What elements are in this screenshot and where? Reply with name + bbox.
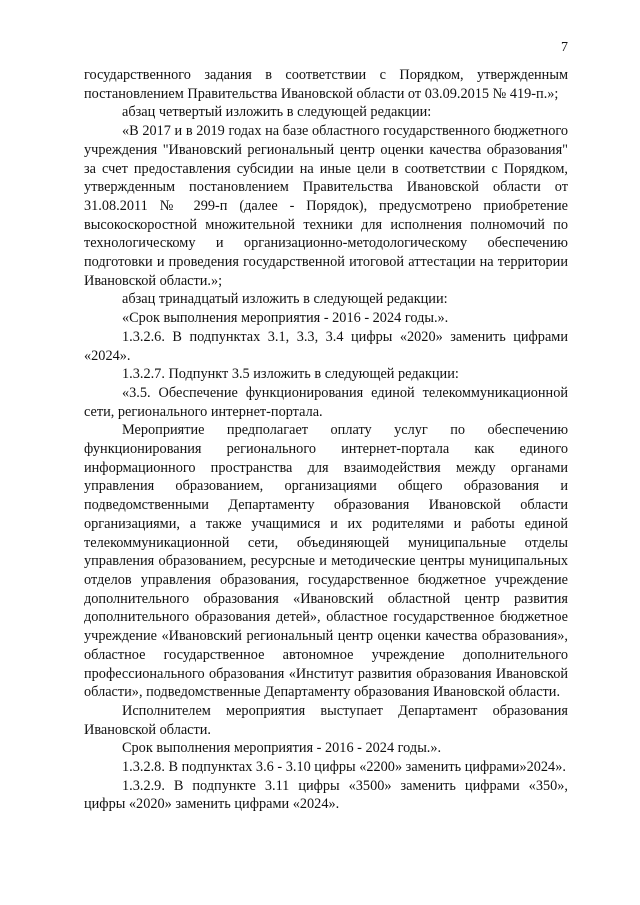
paragraph: государственного задания в соответствии с Порядком, утвержденным постановлением Правительства Ивановской области от 03.09.2015 № 419-п.»; — [84, 67, 568, 102]
paragraph: абзац четвертый изложить в следующей редакции: — [122, 104, 432, 121]
paragraph: 1.3.2.6. В подпунктах 3.1, 3.3, 3.4 цифры «2020» заменить цифрами «2024». — [84, 328, 568, 364]
paragraph: 1.3.2.9. В подпункте 3.11 цифры «3500» заменить цифрами «350», цифры «2020» заменить цифрами «2024». — [84, 777, 568, 813]
paragraph: 1.3.2.7. Подпункт 3.5 изложить в следующей редакции: — [122, 366, 459, 383]
document-body — [84, 66, 568, 814]
paragraph: «Срок выполнения мероприятия - 2016 - 2024 годы.». — [122, 310, 449, 327]
paragraph: «В 2017 и в 2019 годах на базе областного государственного бюджетного учреждения "Ивановский региональный центр оценки качества образования" за счет предоставления субсидии на иные цели в соответствии с Порядком, утвержденным постановлением Правительства Ивановской области от 31.08.2011 № 299-п (далее - Порядок), предусмотрено приобретение высокоскоростной множительной техники для исполнения полномочий по технологическому и организационно-методологическому обеспечению подготовки и проведения государственной итоговой аттестации на территории Ивановской области.»; — [84, 123, 568, 289]
paragraph: абзац тринадцатый изложить в следующей редакции: — [122, 291, 448, 308]
paragraph: Срок выполнения мероприятия - 2016 - 2024 годы.». — [122, 740, 442, 757]
paragraph: Исполнителем мероприятия выступает Департамент образования Ивановской области. — [84, 702, 568, 738]
page-number: 7 — [561, 40, 568, 55]
paragraph: 1.3.2.8. В подпунктах 3.6 - 3.10 цифры «2200» заменить цифрами»2024». — [122, 759, 566, 776]
paragraph: «3.5. Обеспечение функционирования единой телекоммуникационной сети, регионального интернет-портала. — [84, 384, 568, 420]
paragraph: Мероприятие предполагает оплату услуг по обеспечению функционирования регионального интернет-портала как единого информационного пространства для взаимодействия между органами управления образованием, организациями общего образования и подведомственными Департаменту образования Ивановской области организациями, а также учащимися и их родителями и работы единой телекоммуникационной сети, объединяющей муниципальные отделы управления образованием, ресурсные и методические центры муниципальных отделов управления образования, государственное бюджетное учреждение дополнительного образования «Ивановский областной центр развития дополнительного образования детей», областное государственное бюджетное учреждение «Ивановский региональный центр оценки качества образования», областное государственное автономное учреждение дополнительного профессионального образования «Институт развития образования Ивановской области», подведомственные Департаменту образования Ивановской области. — [84, 422, 568, 701]
